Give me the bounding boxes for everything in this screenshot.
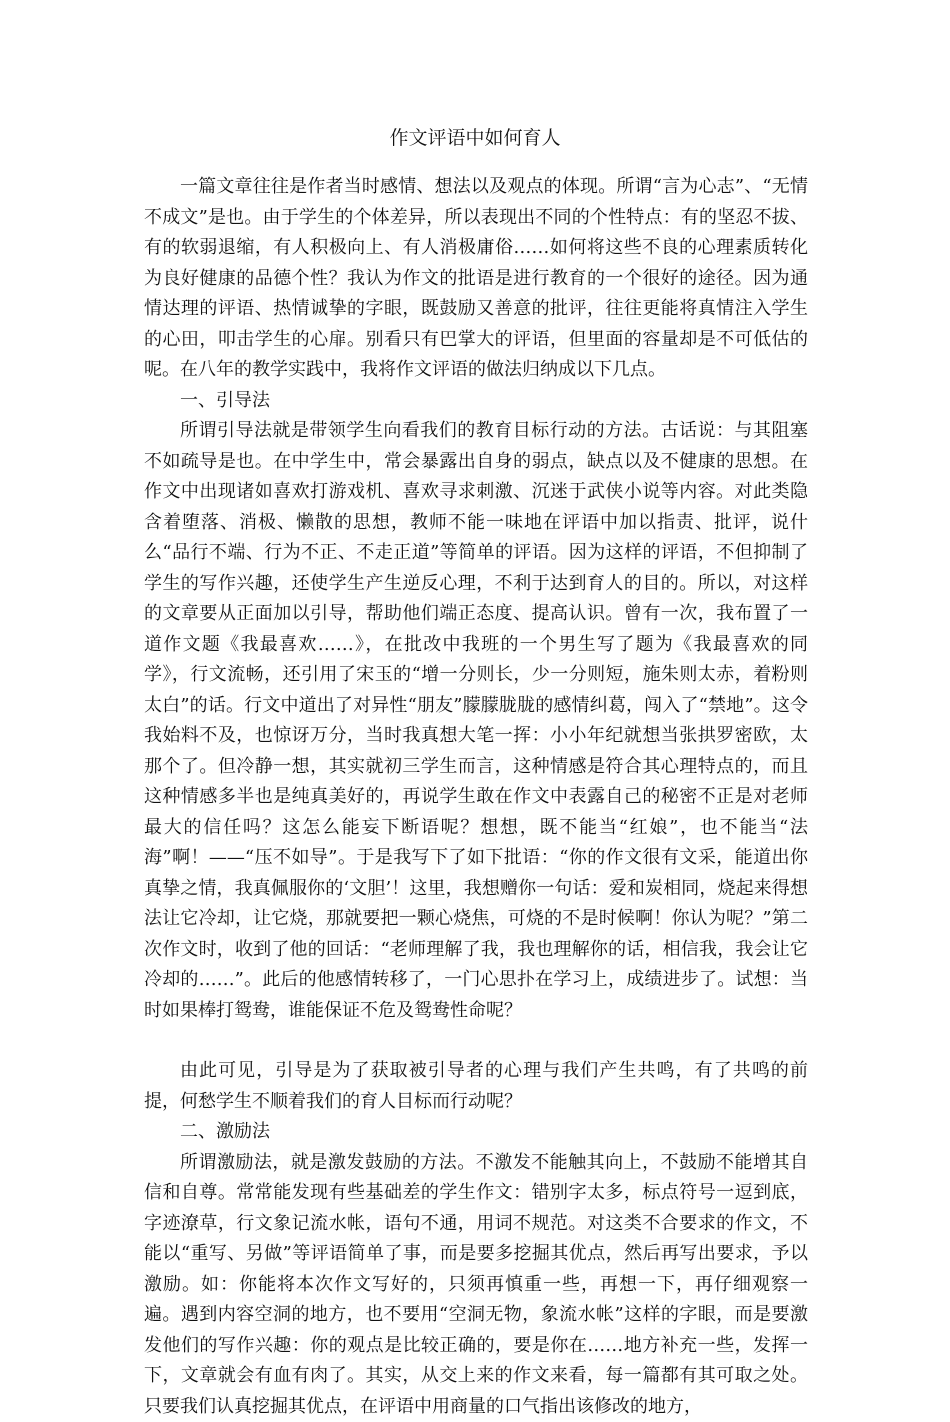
document-title: 作文评语中如何育人 — [0, 124, 950, 152]
paragraph-intro: 一篇文章往往是作者当时感情、想法以及观点的体现。所谓“言为心志”、“无情不成文”是也。由于学生的个体差异，所以表现出不同的个性特点：有的坚忍不拔、有的软弱退缩，有人积极向上、有人消极庸俗……如何将这些不良的心理素质转化为良好健康的品德个性？我认为作文的批语是进行教育的一个很好的途径。因为通情达理的评语、热情诚挚的字眼，既鼓励又善意的批评，往往更能将真情注入学生的心田，叩击学生的心扉。别看只有巴掌大的评语，但里面的容量却是不可低估的呢。在八年的教学实践中，我将作文评语的做法归纳成以下几点。 — [144, 172, 808, 386]
section-heading-encouragement: 二、激励法 — [144, 1117, 808, 1148]
paragraph-encouragement-method: 所谓激励法，就是激发鼓励的方法。不激发不能触其向上，不鼓励不能增其自信和自尊。常常能发现有些基础差的学生作文：错别字太多，标点符号一逗到底，字迹潦草，行文象记流水帐，语句不通，用词不规范。对这类不合要求的作文，不能以“重写、另做”等评语简单了事，而是要多挖掘其优点，然后再写出要求，予以激励。如：你能将本次作文写好的，只须再慎重一些，再想一下，再仔细观察一遍。遇到内容空洞的地方，也不要用“空洞无物，象流水帐”这样的字眼，而是要激发他们的写作兴趣：你的观点是比较正确的，要是你在……地方补充一些，发挥一下，文章就会有血有肉了。其实，从交上来的作文来看，每一篇都有其可取之处。只要我们认真挖掘其优点，在评语中用商量的口气指出该修改的地方， — [144, 1148, 808, 1422]
paragraph-guidance-conclusion: 由此可见，引导是为了获取被引导者的心理与我们产生共鸣，有了共鸣的前提，何愁学生不顺着我们的育人目标而行动呢？ — [144, 1056, 808, 1117]
document-body — [144, 172, 808, 1422]
paragraph-guidance-method: 所谓引导法就是带领学生向看我们的教育目标行动的方法。古话说：与其阻塞不如疏导是也。在中学生中，常会暴露出自身的弱点，缺点以及不健康的思想。在作文中出现诸如喜欢打游戏机、喜欢寻求刺激、沉迷于武侠小说等内容。对此类隐含着堕落、消极、懒散的思想，教师不能一味地在评语中加以指责、批评，说什么“品行不端、行为不正、不走正道”等简单的评语。因为这样的评语，不但抑制了学生的写作兴趣，还使学生产生逆反心理，不利于达到育人的目的。所以，对这样的文章要从正面加以引导，帮助他们端正态度、提高认识。曾有一次，我布置了一道作文题《我最喜欢……》，在批改中我班的一个男生写了题为《我最喜欢的同学》，行文流畅，还引用了宋玉的“增一分则长，少一分则短，施朱则太赤，着粉则太白”的话。行文中道出了对异性“朋友”朦朦胧胧的感情纠葛，闯入了“禁地”。这令我始料不及，也惊讶万分，当时我真想大笔一挥：小小年纪就想当张拱罗密欧，太那个了。但冷静一想，其实就初三学生而言，这种情感是符合其心理特点的，而且这种情感多半也是纯真美好的，再说学生敢在作文中表露自己的秘密不正是对老师最大的信任吗？这怎么能妄下断语呢？想想，既不能当“红娘”，也不能当“法海”啊！——“压不如导”。于是我写下了如下批语：“你的作文很有文采，能道出你真挚之情，我真佩服你的‘文胆’！这里，我想赠你一句话：爱和炭相同，烧起来得想法让它冷却，让它烧，那就要把一颗心烧焦，可烧的不是时候啊！你认为呢？”第二次作文时，收到了他的回话：“老师理解了我，我也理解你的话，相信我，我会让它冷却的……”。此后的他感情转移了，一门心思扑在学习上，成绩进步了。试想：当时如果棒打鸳鸯，谁能保证不危及鸳鸯性命呢？ — [144, 416, 808, 1026]
section-heading-guidance: 一、引导法 — [144, 386, 808, 417]
paragraph-spacer — [144, 1026, 808, 1056]
